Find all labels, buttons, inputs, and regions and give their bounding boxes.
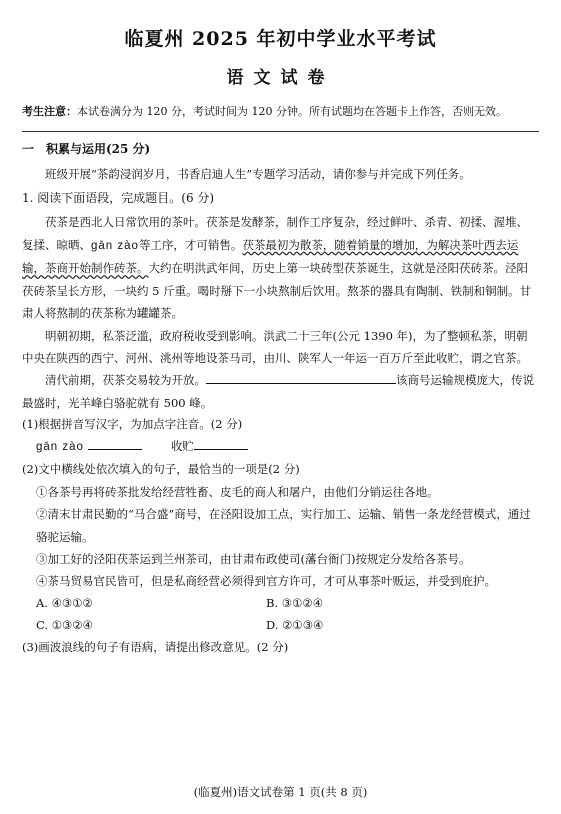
passage-text: 等工序，才可销售。 — [138, 237, 243, 252]
pinyin-text: gān zào — [91, 239, 139, 252]
passage-text: 清代前期，茯茶交易较为开放。 — [45, 373, 206, 388]
choice-a: A. ④③①② — [36, 595, 93, 610]
answer-blank-1 — [88, 437, 142, 450]
passage-text: 该商号运输规模庞大，传说最盛时，光羊峰白骆驼就有 500 峰。 — [22, 373, 534, 410]
sub-question-2: (2)文中横线处依次填入的句子，最恰当的一项是(2 分) — [22, 461, 300, 476]
exam-subtitle: 语文试卷 — [226, 68, 335, 88]
page-footer: (临夏州)语文试卷第 1 页(共 8 页) — [193, 785, 368, 799]
exam-title: 临夏州 2025 年初中学业水平考试 — [124, 28, 437, 50]
exam-notice — [22, 104, 539, 119]
sub-question-3: (3)画波浪线的句子有语病，请提出修改意见。(2 分) — [22, 639, 289, 654]
notice-label: 考生注意： — [22, 105, 77, 118]
section-intro: 班级开展“茶韵浸润岁月，书香启迪人生”专题学习活动，请你参与并完成下列任务。 — [45, 167, 471, 182]
question-1-title: 1. 阅读下面语段，完成题目。(6 分) — [22, 190, 215, 205]
passage-paragraph-1 — [22, 211, 539, 324]
passage-paragraph-2: 明朝初期，私茶泛滥，政府税收受到影响。洪武二十三年(公元 1390 年)，为了整顿私茶，明朝中央在陕西的西宁、河州、洮州等地设茶马司，由川、陕军人一年运一百万斤至此收贮，谓之官茶。 — [22, 328, 528, 365]
choice-row-2 — [22, 615, 539, 637]
choice-row-1 — [22, 593, 539, 615]
word-prompt: 收贮 — [170, 439, 194, 454]
passage-paragraph-3 — [22, 369, 539, 414]
answer-blank-2 — [194, 437, 248, 450]
choice-c: C. ①③②④ — [36, 617, 93, 632]
section-divider — [22, 131, 539, 132]
notice-text: 本试卷满分为 120 分，考试时间为 120 分钟。所有试题均在答题卡上作答，否则无效。 — [77, 105, 507, 118]
option-4: ④茶马贸易官民皆可，但是私商经营必须得到官方许可，才可从事茶叶贩运，并受到庇护。 — [36, 574, 496, 589]
pinyin-prompt: gān zào — [36, 441, 84, 454]
choice-b: B. ③①②④ — [266, 595, 324, 610]
sub-question-1: (1)根据拼音写汉字，为加点字注音。(2 分) — [22, 417, 243, 432]
choice-d: D. ②①③④ — [266, 617, 324, 632]
passage-text: 大约在明洪武年间，历史上第一块砖型茯茶诞生，这就是泾阳茯砖茶。泾阳茯砖茶呈长方形，一块约 5 斤重。喝时掰下一小块熬制后饮用。熬茶的器具有陶制、铁制和铜制。甘肃人将熬制的茯茶称为罐罐茶。 — [22, 261, 532, 321]
wavy-underlined-sentence: 茯茶最初为散茶，随着销量的增加，为解决茶叶西去运输，茶商开始制作砖茶。 — [22, 237, 519, 276]
section-title: 一 积累与运用(25 分) — [22, 142, 151, 157]
passage-text: 茯茶是西北人日常饮用的茶叶。茯茶是发酵茶，制作工序复杂，经过鲜叶、杀青、初揉、渥堆、复揉、晾晒、 — [22, 215, 528, 252]
fill-in-blank — [206, 371, 396, 384]
option-1: ①各茶号再将砖茶批发给经营牲畜、皮毛的商人和屠户，由他们分销运往各地。 — [36, 484, 439, 499]
option-3: ③加工好的泾阳茯茶运到兰州茶司，由甘肃布政使司(藩台衙门)按规定分发给各茶号。 — [36, 552, 471, 566]
sub-question-1-answers — [22, 436, 539, 459]
option-2: ②清末甘肃民勤的“马合盛”商号，在泾阳设加工点，实行加工、运输、销售一条龙经营模式，通过骆驼运输。 — [36, 507, 531, 544]
